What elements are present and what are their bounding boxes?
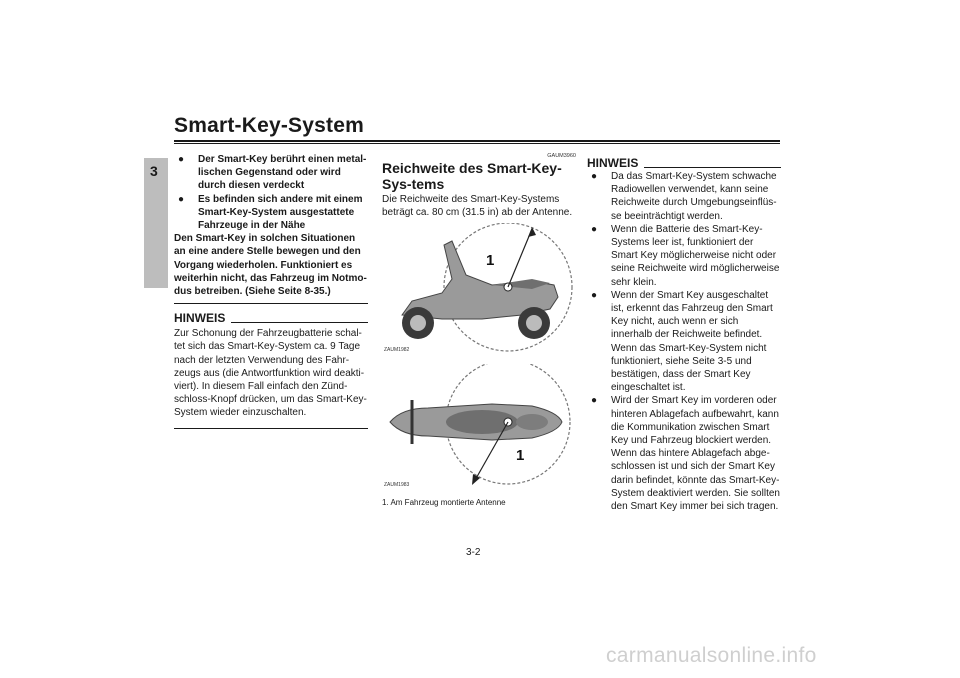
bullet-icon: ● (178, 193, 185, 205)
hinweis-heading (174, 312, 368, 325)
bullet-icon: ● (591, 395, 598, 407)
chapter-number: 3 (150, 163, 158, 179)
bullet-text: Wird der Smart Key im vorderen oder hinteren Ablagefach aufbewahrt, kann die Kommunikation zwischen Smart Key und Fahrzeug blockiert werden. Wenn das hintere Ablagefach abge-schlossen ist und sich der Smart Key darin befindet, könnte das Smart-Key-System deaktiviert werden. Sie sollten den Smart Key immer bei sich tragen. (611, 395, 780, 513)
bullet-icon: ● (591, 171, 598, 182)
hinweis-rule (644, 167, 781, 168)
list-item (174, 193, 368, 233)
hinweis-text: Zur Schonung der Fahrzeugbatterie schal-tet sich das Smart-Key-System ca. 9 Tage nach der letzten Verwendung des Fahr-zeugs aus (die Antwortfunktion wird deakti-viert). In diesem Fall einfach den Zünd-schloss-Knopf drücken, um das Smart-Key-System wieder einzuschalten. (174, 328, 367, 419)
bullet-text: Wenn die Batterie des Smart-Key-Systems leer ist, funktioniert der Smart Key möglicherweise nicht oder seine Reichweite wird möglicherweise sehr klein. (611, 223, 780, 288)
hinweis-label: HINWEIS (174, 311, 226, 326)
list-item (174, 153, 368, 193)
scooter-top-illustration (382, 364, 576, 492)
hinweis-heading (587, 157, 781, 170)
callout-number: 1 (486, 252, 495, 270)
figure-caption: 1. Am Fahrzeug montierte Antenne (382, 497, 506, 507)
bullet-icon: ● (178, 154, 185, 165)
page-number: 3-2 (466, 547, 481, 558)
hinweis-rule (231, 322, 368, 323)
figure-code: ZAUM1983 (384, 481, 410, 488)
bullet-icon: ● (591, 289, 598, 301)
middle-column (382, 153, 576, 508)
left-column (174, 153, 368, 429)
right-column (587, 153, 781, 513)
figure-code: ZAUM1982 (384, 347, 410, 354)
bullet-text: Der Smart-Key berührt einen metal-lischen Gegenstand oder wird durch diesen verdeckt (198, 154, 367, 192)
header-rule (174, 140, 780, 142)
hinweis-end-rule (174, 428, 368, 429)
bullet-text: Wenn der Smart Key ausgeschaltet ist, erkennt das Fahrzeug den Smart Key nicht, auch wenn er sich innerhalb der Reichweite befindet. Wenn das Smart-Key-System nicht funktioniert, siehe Seite 3-5 und bestätigen, dass der Smart Key eingeschaltet ist. (611, 289, 773, 394)
watermark: carmanualsonline.info (606, 644, 817, 667)
bullet-icon: ● (591, 223, 598, 235)
section-text: Die Reichweite des Smart-Key-Systems beträgt ca. 80 cm (31.5 in) ab der Antenne. (382, 194, 573, 219)
header-rule-thin (174, 143, 780, 144)
list-item (587, 289, 781, 395)
callout-number: 1 (516, 446, 525, 464)
warning-text: Den Smart-Key in solchen Situationen an eine andere Stelle bewegen und den Vorgang wiederholen. Funktioniert es weiterhin nicht, das Fahrzeug im Notmo-dus betreiben. (Siehe Seite 8-35.) (174, 233, 367, 298)
section-code: GAUM3960 (547, 153, 576, 159)
list-item (587, 170, 781, 223)
bullet-text: Es befinden sich andere mit einem Smart-Key-System ausgestattete Fahrzeuge in der Nähe (198, 193, 363, 232)
figure-side-view (382, 223, 576, 359)
bullet-text: Da das Smart-Key-System schwache Radiowellen verwendet, kann seine Reichweite durch Umgebungseinflüs-se beeinträchtigt werden. (611, 171, 777, 222)
list-item (587, 223, 781, 289)
figure-top-view (382, 364, 576, 496)
section-title: Reichweite des Smart-Key-Sys-tems (382, 160, 562, 192)
hinweis-label: HINWEIS (587, 156, 639, 170)
list-item (587, 394, 781, 513)
scooter-side-illustration (382, 223, 576, 355)
section-divider (174, 303, 368, 304)
page-title: Smart-Key-System (174, 114, 364, 137)
